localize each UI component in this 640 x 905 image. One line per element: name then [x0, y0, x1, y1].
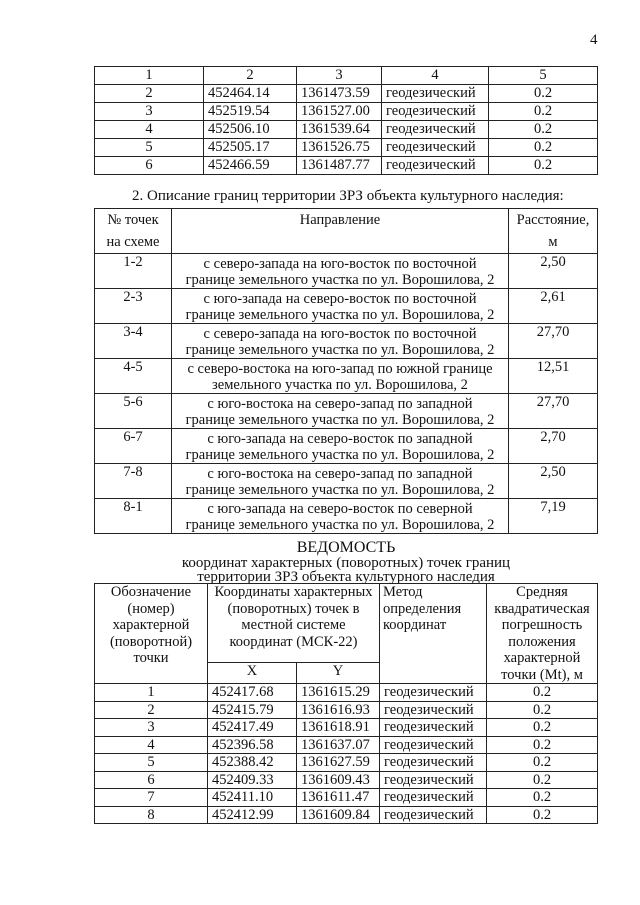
segment-points: 3-4	[95, 324, 172, 359]
segment-direction	[172, 464, 509, 499]
table-header-row	[95, 209, 598, 254]
table-row	[95, 719, 598, 737]
table-row	[95, 103, 598, 121]
coord-x: 452411.10	[208, 789, 297, 807]
header-x: X	[208, 663, 297, 684]
point-number: 2	[95, 701, 208, 719]
coordinates-table-continuation	[94, 66, 598, 175]
segment-points: 8-1	[95, 499, 172, 534]
coord-y: 1361611.47	[297, 789, 380, 807]
method: геодезический	[380, 719, 487, 737]
header-designation: Обозначение (номер) характерной (поворотной) точки	[95, 584, 208, 684]
direction-line-1: с юго-запада на северо-восток по северной	[207, 501, 473, 517]
table-row	[95, 289, 598, 324]
header-coords: Координаты характерных (поворотных) точек в местной системе координат (МСК-22)	[208, 584, 380, 663]
table-row	[95, 157, 598, 175]
method: геодезический	[382, 121, 489, 139]
coord-x: 452417.49	[208, 719, 297, 737]
coord-y: 1361627.59	[297, 754, 380, 772]
coord-y: 1361609.84	[297, 806, 380, 824]
boundary-description-table	[94, 208, 598, 534]
error: 0.2	[487, 806, 598, 824]
direction-line-2: границе земельного участка по ул. Ворошилова, 2	[185, 412, 495, 428]
segment-distance: 2,50	[509, 254, 598, 289]
header-y: Y	[297, 663, 380, 684]
point-number: 7	[95, 789, 208, 807]
error: 0.2	[487, 719, 598, 737]
section-title: 2. Описание границ территории ЗРЗ объекта культурного наследия:	[132, 188, 564, 204]
method: геодезический	[380, 701, 487, 719]
coord-y: 1361526.75	[297, 139, 382, 157]
segment-points: 1-2	[95, 254, 172, 289]
direction-line-2: границе земельного участка по ул. Ворошилова, 2	[185, 482, 495, 498]
vedomost-subtitle-1: координат характерных (поворотных) точек границ	[181, 555, 511, 571]
error: 0.2	[487, 789, 598, 807]
coord-x: 452519.54	[204, 103, 297, 121]
table-row	[95, 806, 598, 824]
segment-direction	[172, 324, 509, 359]
table-header-row	[95, 67, 598, 85]
header-error: Средняя квадратическая погрешность положения характерной точки (Mt), м	[487, 584, 598, 684]
coord-y: 1361473.59	[297, 85, 382, 103]
method: геодезический	[380, 789, 487, 807]
method: геодезический	[382, 157, 489, 175]
segment-distance: 2,70	[509, 429, 598, 464]
method: геодезический	[382, 85, 489, 103]
direction-line-2: границе земельного участка по ул. Ворошилова, 2	[185, 517, 495, 533]
segment-points: 2-3	[95, 289, 172, 324]
header-direction: Направление	[172, 209, 509, 254]
method: геодезический	[380, 754, 487, 772]
coord-y: 1361615.29	[297, 684, 380, 702]
coord-x: 452415.79	[208, 701, 297, 719]
error: 0.2	[487, 684, 598, 702]
coord-x: 452396.58	[208, 736, 297, 754]
point-number: 5	[95, 754, 208, 772]
header-cell: 3	[297, 67, 382, 85]
segment-direction	[172, 499, 509, 534]
direction-line-2: границе земельного участка по ул. Ворошилова, 2	[185, 307, 495, 323]
point-number: 4	[95, 121, 204, 139]
table-row	[95, 359, 598, 394]
header-method: Метод определения координат	[380, 584, 487, 684]
table-row	[95, 429, 598, 464]
table-row	[95, 771, 598, 789]
header-cell: 5	[489, 67, 598, 85]
point-number: 2	[95, 85, 204, 103]
table-row	[95, 85, 598, 103]
coord-y: 1361527.00	[297, 103, 382, 121]
vedomost-heading	[94, 540, 598, 584]
point-number: 6	[95, 157, 204, 175]
coord-y: 1361539.64	[297, 121, 382, 139]
coord-x: 452466.59	[204, 157, 297, 175]
table-row	[95, 139, 598, 157]
error: 0.2	[487, 754, 598, 772]
coord-x: 452506.10	[204, 121, 297, 139]
error: 0.2	[487, 701, 598, 719]
coord-y: 1361609.43	[297, 771, 380, 789]
page-number: 4	[590, 32, 598, 48]
segment-points: 6-7	[95, 429, 172, 464]
direction-line-1: с юго-востока на северо-запад по западной	[207, 466, 473, 482]
direction-line-2: земельного участка по ул. Ворошилова, 2	[212, 377, 468, 393]
coord-y: 1361637.07	[297, 736, 380, 754]
point-number: 8	[95, 806, 208, 824]
segment-direction	[172, 254, 509, 289]
table-row	[95, 789, 598, 807]
method: геодезический	[380, 806, 487, 824]
segment-distance: 27,70	[509, 324, 598, 359]
segment-points: 7-8	[95, 464, 172, 499]
method: геодезический	[380, 684, 487, 702]
vedomost-title: ВЕДОМОСТЬ	[296, 539, 396, 556]
header-distance: Расстояние, м	[509, 209, 598, 254]
coord-y: 1361618.91	[297, 719, 380, 737]
error: 0.2	[489, 85, 598, 103]
method: геодезический	[380, 771, 487, 789]
table-row	[95, 499, 598, 534]
table-row	[95, 121, 598, 139]
coord-x: 452388.42	[208, 754, 297, 772]
table-row	[95, 394, 598, 429]
table-row	[95, 736, 598, 754]
coord-x: 452505.17	[204, 139, 297, 157]
table-row	[95, 754, 598, 772]
point-number: 4	[95, 736, 208, 754]
coordinates-statement-table	[94, 583, 598, 824]
coord-x: 452464.14	[204, 85, 297, 103]
direction-line-1: с юго-запада на северо-восток по восточной	[203, 291, 477, 307]
vedomost-subtitle-2: территории ЗРЗ объекта культурного наследия	[197, 569, 495, 585]
segment-distance: 2,50	[509, 464, 598, 499]
point-number: 3	[95, 103, 204, 121]
coord-x: 452412.99	[208, 806, 297, 824]
point-number: 1	[95, 684, 208, 702]
point-number: 3	[95, 719, 208, 737]
coord-y: 1361487.77	[297, 157, 382, 175]
method: геодезический	[382, 103, 489, 121]
direction-line-1: с северо-востока на юго-запад по южной границе	[187, 361, 493, 377]
header-points: № точек на схеме	[95, 209, 172, 254]
segment-points: 5-6	[95, 394, 172, 429]
error: 0.2	[487, 771, 598, 789]
table-row	[95, 254, 598, 289]
point-number: 5	[95, 139, 204, 157]
segment-distance: 12,51	[509, 359, 598, 394]
error: 0.2	[489, 121, 598, 139]
segment-distance: 27,70	[509, 394, 598, 429]
direction-line-1: с юго-запада на северо-восток по западной	[207, 431, 473, 447]
point-number: 6	[95, 771, 208, 789]
method: геодезический	[380, 736, 487, 754]
header-cell: 1	[95, 67, 204, 85]
direction-line-1: с юго-востока на северо-запад по западной	[207, 396, 473, 412]
segment-distance: 7,19	[509, 499, 598, 534]
direction-line-1: с северо-запада на юго-восток по восточной	[203, 256, 477, 272]
coord-x: 452409.33	[208, 771, 297, 789]
error: 0.2	[489, 103, 598, 121]
segment-direction	[172, 429, 509, 464]
error: 0.2	[489, 139, 598, 157]
segment-distance: 2,61	[509, 289, 598, 324]
table-row	[95, 684, 598, 702]
direction-line-1: с северо-запада на юго-восток по восточной	[203, 326, 477, 342]
header-cell: 4	[382, 67, 489, 85]
segment-direction	[172, 359, 509, 394]
coord-x: 452417.68	[208, 684, 297, 702]
coord-y: 1361616.93	[297, 701, 380, 719]
error: 0.2	[487, 736, 598, 754]
header-cell: 2	[204, 67, 297, 85]
method: геодезический	[382, 139, 489, 157]
direction-line-2: границе земельного участка по ул. Ворошилова, 2	[185, 272, 495, 288]
table-row	[95, 701, 598, 719]
table-header-row	[95, 584, 598, 663]
table-row	[95, 464, 598, 499]
segment-direction	[172, 289, 509, 324]
table-row	[95, 324, 598, 359]
direction-line-2: границе земельного участка по ул. Ворошилова, 2	[185, 342, 495, 358]
direction-line-2: границе земельного участка по ул. Ворошилова, 2	[185, 447, 495, 463]
error: 0.2	[489, 157, 598, 175]
segment-direction	[172, 394, 509, 429]
segment-points: 4-5	[95, 359, 172, 394]
